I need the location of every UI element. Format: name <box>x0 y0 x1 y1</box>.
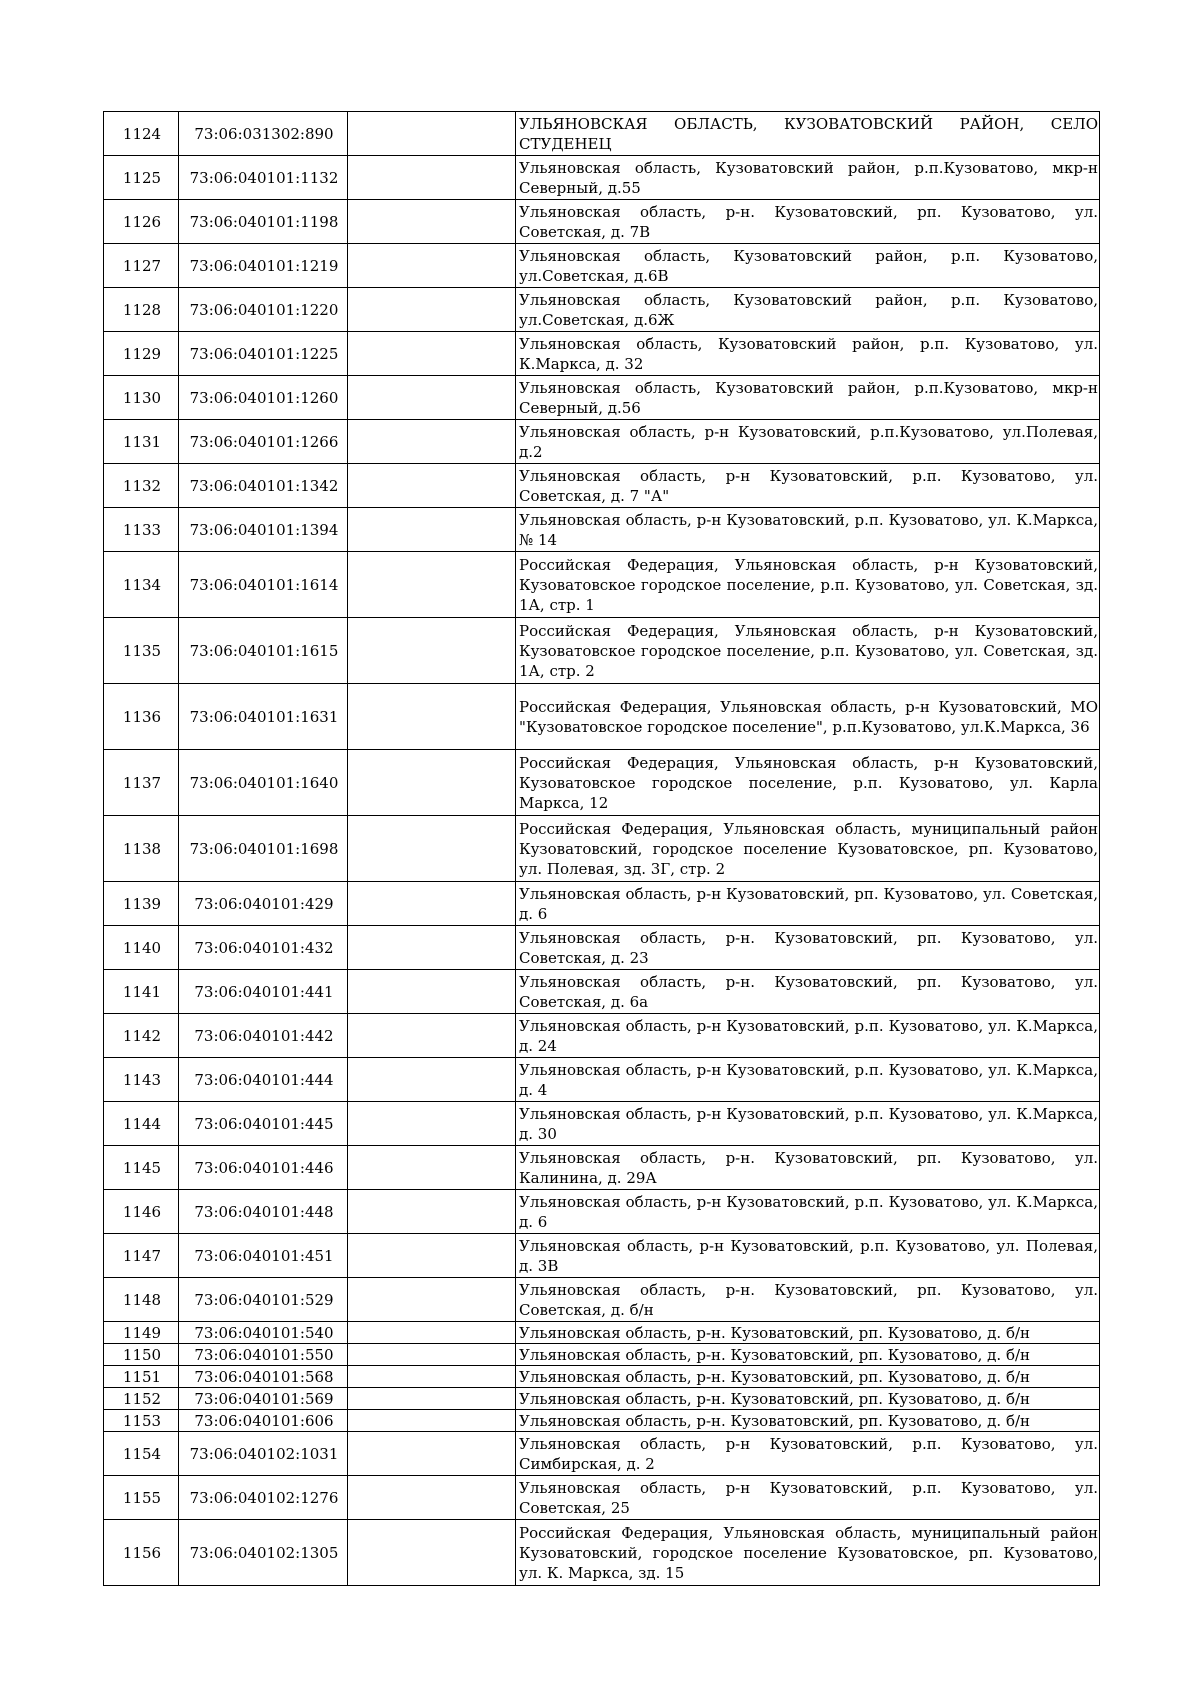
address-cell: Ульяновская область, р-н Кузоватовский, р.п. Кузоватово, ул. Полевая, д. 3В <box>516 1234 1100 1278</box>
empty-cell <box>348 332 516 376</box>
empty-cell <box>348 1366 516 1388</box>
row-number-cell: 1130 <box>104 376 179 420</box>
address-cell: Ульяновская область, р-н Кузоватовский, р.п. Кузоватово, ул. Советская, д. 7 "А" <box>516 464 1100 508</box>
empty-cell <box>348 156 516 200</box>
empty-cell <box>348 244 516 288</box>
row-number-cell: 1127 <box>104 244 179 288</box>
address-cell: Ульяновская область, р-н. Кузоватовский, рп. Кузоватово, д. б/н <box>516 1322 1100 1344</box>
row-number-cell: 1128 <box>104 288 179 332</box>
row-number-cell: 1133 <box>104 508 179 552</box>
table-row <box>104 618 1100 684</box>
empty-cell <box>348 508 516 552</box>
table-row <box>104 1344 1100 1366</box>
cadastral-number-cell: 73:06:040101:448 <box>179 1190 348 1234</box>
address-cell: Ульяновская область, р-н. Кузоватовский, рп. Кузоватово, д. б/н <box>516 1344 1100 1366</box>
address-cell: Российская Федерация, Ульяновская область, р-н Кузоватовский, МО "Кузоватовское городское поселение", р.п.Кузоватово, ул.К.Маркса, 36 <box>516 684 1100 750</box>
address-cell: Ульяновская область, р-н. Кузоватовский, рп. Кузоватово, ул. Советская, д. 7В <box>516 200 1100 244</box>
table-row <box>104 1058 1100 1102</box>
empty-cell <box>348 1278 516 1322</box>
address-cell: Российская Федерация, Ульяновская область, р-н Кузоватовский, Кузоватовское городское поселение, р.п. Кузоватово, ул. Карла Маркса, 12 <box>516 750 1100 816</box>
row-number-cell: 1150 <box>104 1344 179 1366</box>
row-number-cell: 1153 <box>104 1410 179 1432</box>
empty-cell <box>348 618 516 684</box>
empty-cell <box>348 970 516 1014</box>
row-number-cell: 1152 <box>104 1388 179 1410</box>
row-number-cell: 1156 <box>104 1520 179 1586</box>
cadastral-number-cell: 73:06:040101:1219 <box>179 244 348 288</box>
row-number-cell: 1143 <box>104 1058 179 1102</box>
row-number-cell: 1142 <box>104 1014 179 1058</box>
table-row <box>104 244 1100 288</box>
cadastral-number-cell: 73:06:040101:432 <box>179 926 348 970</box>
row-number-cell: 1139 <box>104 882 179 926</box>
row-number-cell: 1137 <box>104 750 179 816</box>
table-row <box>104 1366 1100 1388</box>
address-cell: Ульяновская область, Кузоватовский район, р.п. Кузоватово, ул. К.Маркса, д. 32 <box>516 332 1100 376</box>
cadastral-number-cell: 73:06:040101:540 <box>179 1322 348 1344</box>
cadastral-number-cell: 73:06:040101:550 <box>179 1344 348 1366</box>
table-row <box>104 1102 1100 1146</box>
empty-cell <box>348 816 516 882</box>
empty-cell <box>348 1432 516 1476</box>
table-row <box>104 200 1100 244</box>
cadastral-number-cell: 73:06:040101:1640 <box>179 750 348 816</box>
table-row <box>104 926 1100 970</box>
table-row <box>104 816 1100 882</box>
empty-cell <box>348 684 516 750</box>
row-number-cell: 1155 <box>104 1476 179 1520</box>
table-row <box>104 1410 1100 1432</box>
address-cell: Ульяновская область, Кузоватовский район, р.п. Кузоватово, ул.Советская, д.6Ж <box>516 288 1100 332</box>
row-number-cell: 1154 <box>104 1432 179 1476</box>
address-cell: Российская Федерация, Ульяновская область, муниципальный район Кузоватовский, городское поселение Кузоватовское, рп. Кузоватово, ул. К. Маркса, зд. 15 <box>516 1520 1100 1586</box>
table-row <box>104 970 1100 1014</box>
empty-cell <box>348 200 516 244</box>
address-cell: Ульяновская область, р-н. Кузоватовский, рп. Кузоватово, ул. Советская, д. 6а <box>516 970 1100 1014</box>
cadastral-number-cell: 73:06:040101:1698 <box>179 816 348 882</box>
cadastral-number-cell: 73:06:040101:444 <box>179 1058 348 1102</box>
table-row <box>104 156 1100 200</box>
cadastral-number-cell: 73:06:040101:1342 <box>179 464 348 508</box>
cadastral-number-cell: 73:06:040101:446 <box>179 1146 348 1190</box>
empty-cell <box>348 1410 516 1432</box>
empty-cell <box>348 1058 516 1102</box>
empty-cell <box>348 112 516 156</box>
address-cell: Ульяновская область, р-н Кузоватовский, р.п. Кузоватово, ул. К.Маркса, д. 6 <box>516 1190 1100 1234</box>
address-cell: Ульяновская область, р-н Кузоватовский, р.п. Кузоватово, ул. К.Маркса, д. 4 <box>516 1058 1100 1102</box>
empty-cell <box>348 1102 516 1146</box>
empty-cell <box>348 1476 516 1520</box>
address-cell: УЛЬЯНОВСКАЯ ОБЛАСТЬ, КУЗОВАТОВСКИЙ РАЙОН, СЕЛО СТУДЕНЕЦ <box>516 112 1100 156</box>
empty-cell <box>348 376 516 420</box>
cadastral-number-cell: 73:06:040102:1031 <box>179 1432 348 1476</box>
empty-cell <box>348 1388 516 1410</box>
cadastral-number-cell: 73:06:040101:606 <box>179 1410 348 1432</box>
table-row <box>104 332 1100 376</box>
cadastral-number-cell: 73:06:040101:1220 <box>179 288 348 332</box>
table-row <box>104 882 1100 926</box>
cadastral-number-cell: 73:06:031302:890 <box>179 112 348 156</box>
table-row <box>104 750 1100 816</box>
table-row <box>104 288 1100 332</box>
address-cell: Ульяновская область, р-н Кузоватовский, р.п. Кузоватово, ул. К.Маркса, № 14 <box>516 508 1100 552</box>
address-cell: Ульяновская область, р-н Кузоватовский, р.п. Кузоватово, ул. Симбирская, д. 2 <box>516 1432 1100 1476</box>
address-cell: Ульяновская область, р-н. Кузоватовский, рп. Кузоватово, ул. Калинина, д. 29А <box>516 1146 1100 1190</box>
row-number-cell: 1136 <box>104 684 179 750</box>
row-number-cell: 1125 <box>104 156 179 200</box>
address-cell: Ульяновская область, р-н. Кузоватовский, рп. Кузоватово, ул. Советская, д. 23 <box>516 926 1100 970</box>
registry-body <box>104 112 1100 1586</box>
table-row <box>104 1520 1100 1586</box>
row-number-cell: 1147 <box>104 1234 179 1278</box>
table-row <box>104 112 1100 156</box>
table-row <box>104 1234 1100 1278</box>
cadastral-number-cell: 73:06:040101:1394 <box>179 508 348 552</box>
table-row <box>104 1322 1100 1344</box>
table-row <box>104 684 1100 750</box>
empty-cell <box>348 552 516 618</box>
table-row <box>104 1278 1100 1322</box>
empty-cell <box>348 1146 516 1190</box>
row-number-cell: 1149 <box>104 1322 179 1344</box>
address-cell: Ульяновская область, р-н Кузоватовский, р.п. Кузоватово, ул. К.Маркса, д. 30 <box>516 1102 1100 1146</box>
table-row <box>104 1190 1100 1234</box>
empty-cell <box>348 464 516 508</box>
cadastral-number-cell: 73:06:040101:1615 <box>179 618 348 684</box>
cadastral-number-cell: 73:06:040101:568 <box>179 1366 348 1388</box>
cadastral-number-cell: 73:06:040101:442 <box>179 1014 348 1058</box>
table-row <box>104 1432 1100 1476</box>
address-cell: Ульяновская область, Кузоватовский район, р.п. Кузоватово, ул.Советская, д.6В <box>516 244 1100 288</box>
address-cell: Российская Федерация, Ульяновская область, муниципальный район Кузоватовский, городское поселение Кузоватовское, рп. Кузоватово, ул. Полевая, зд. 3Г, стр. 2 <box>516 816 1100 882</box>
address-cell: Ульяновская область, р-н Кузоватовский, р.п. Кузоватово, ул. Советская, 25 <box>516 1476 1100 1520</box>
empty-cell <box>348 882 516 926</box>
registry-table <box>103 111 1100 1586</box>
empty-cell <box>348 1234 516 1278</box>
row-number-cell: 1129 <box>104 332 179 376</box>
empty-cell <box>348 926 516 970</box>
address-cell: Ульяновская область, р-н. Кузоватовский, рп. Кузоватово, д. б/н <box>516 1410 1100 1432</box>
row-number-cell: 1132 <box>104 464 179 508</box>
row-number-cell: 1145 <box>104 1146 179 1190</box>
row-number-cell: 1131 <box>104 420 179 464</box>
address-cell: Ульяновская область, Кузоватовский район, р.п.Кузоватово, мкр-н Северный, д.55 <box>516 156 1100 200</box>
cadastral-number-cell: 73:06:040101:441 <box>179 970 348 1014</box>
row-number-cell: 1141 <box>104 970 179 1014</box>
table-row <box>104 552 1100 618</box>
cadastral-number-cell: 73:06:040101:1631 <box>179 684 348 750</box>
empty-cell <box>348 1322 516 1344</box>
table-row <box>104 420 1100 464</box>
cadastral-number-cell: 73:06:040101:1225 <box>179 332 348 376</box>
empty-cell <box>348 288 516 332</box>
row-number-cell: 1138 <box>104 816 179 882</box>
row-number-cell: 1126 <box>104 200 179 244</box>
row-number-cell: 1146 <box>104 1190 179 1234</box>
cadastral-number-cell: 73:06:040101:569 <box>179 1388 348 1410</box>
empty-cell <box>348 1014 516 1058</box>
cadastral-number-cell: 73:06:040101:429 <box>179 882 348 926</box>
empty-cell <box>348 750 516 816</box>
cadastral-number-cell: 73:06:040102:1276 <box>179 1476 348 1520</box>
address-cell: Ульяновская область, р-н Кузоватовский, р.п.Кузоватово, ул.Полевая, д.2 <box>516 420 1100 464</box>
row-number-cell: 1135 <box>104 618 179 684</box>
row-number-cell: 1148 <box>104 1278 179 1322</box>
address-cell: Российская Федерация, Ульяновская область, р-н Кузоватовский, Кузоватовское городское поселение, р.п. Кузоватово, ул. Советская, зд. 1А, стр. 2 <box>516 618 1100 684</box>
empty-cell <box>348 1190 516 1234</box>
table-row <box>104 1146 1100 1190</box>
table-row <box>104 464 1100 508</box>
row-number-cell: 1134 <box>104 552 179 618</box>
address-cell: Ульяновская область, р-н. Кузоватовский, рп. Кузоватово, д. б/н <box>516 1366 1100 1388</box>
cadastral-number-cell: 73:06:040101:451 <box>179 1234 348 1278</box>
cadastral-number-cell: 73:06:040101:529 <box>179 1278 348 1322</box>
row-number-cell: 1151 <box>104 1366 179 1388</box>
table-row <box>104 1388 1100 1410</box>
empty-cell <box>348 1344 516 1366</box>
table-row <box>104 508 1100 552</box>
address-cell: Ульяновская область, р-н Кузоватовский, рп. Кузоватово, ул. Советская, д. 6 <box>516 882 1100 926</box>
row-number-cell: 1144 <box>104 1102 179 1146</box>
cadastral-number-cell: 73:06:040101:1198 <box>179 200 348 244</box>
address-cell: Ульяновская область, Кузоватовский район, р.п.Кузоватово, мкр-н Северный, д.56 <box>516 376 1100 420</box>
table-row <box>104 1476 1100 1520</box>
cadastral-number-cell: 73:06:040101:1260 <box>179 376 348 420</box>
row-number-cell: 1124 <box>104 112 179 156</box>
row-number-cell: 1140 <box>104 926 179 970</box>
cadastral-number-cell: 73:06:040101:1132 <box>179 156 348 200</box>
empty-cell <box>348 1520 516 1586</box>
table-row <box>104 1014 1100 1058</box>
empty-cell <box>348 420 516 464</box>
address-cell: Ульяновская область, р-н Кузоватовский, р.п. Кузоватово, ул. К.Маркса, д. 24 <box>516 1014 1100 1058</box>
cadastral-number-cell: 73:06:040101:1614 <box>179 552 348 618</box>
cadastral-number-cell: 73:06:040102:1305 <box>179 1520 348 1586</box>
address-cell: Российская Федерация, Ульяновская область, р-н Кузоватовский, Кузоватовское городское поселение, р.п. Кузоватово, ул. Советская, зд. 1А, стр. 1 <box>516 552 1100 618</box>
address-cell: Ульяновская область, р-н. Кузоватовский, рп. Кузоватово, д. б/н <box>516 1388 1100 1410</box>
table-row <box>104 376 1100 420</box>
address-cell: Ульяновская область, р-н. Кузоватовский, рп. Кузоватово, ул. Советская, д. б/н <box>516 1278 1100 1322</box>
cadastral-number-cell: 73:06:040101:445 <box>179 1102 348 1146</box>
cadastral-number-cell: 73:06:040101:1266 <box>179 420 348 464</box>
